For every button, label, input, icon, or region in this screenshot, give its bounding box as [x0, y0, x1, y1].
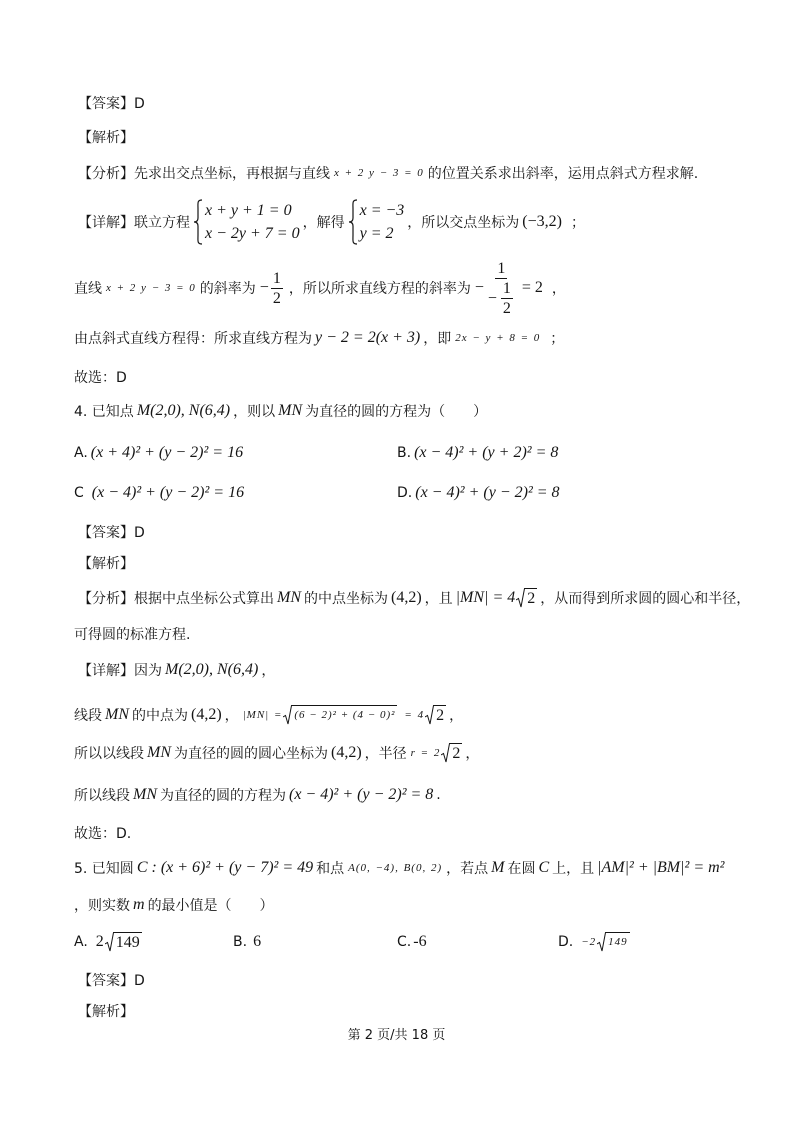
punctuation: ， [261, 663, 276, 679]
points-mn: M(2,0), N(6,4) [136, 402, 231, 419]
q3-pointslope-line [74, 326, 564, 350]
fenxi-text: 的位置关系求出斜率，运用点斜式方程求解. [427, 166, 699, 182]
option-label: C [74, 485, 84, 501]
option-expression: (x − 4)² + (y + 2)² = 8 [414, 444, 559, 461]
answer-label: 【答案】D [78, 96, 145, 112]
q4-jiexi-line [78, 551, 134, 575]
q5-answer-line [78, 968, 145, 992]
punctuation: ， [224, 708, 239, 724]
q4-choice-line [74, 821, 131, 845]
radicand: (6 − 2)² + (4 − 0)² [292, 705, 397, 725]
stem-text: 上，且 [552, 861, 595, 877]
q4-fenxi-line-2 [74, 622, 190, 646]
q3-xiangjie-line [78, 196, 585, 248]
option-label: B. [397, 445, 412, 461]
q5-jiexi-line [78, 999, 134, 1023]
segment-mn: MN [277, 589, 301, 606]
square-root [105, 932, 142, 952]
pointslope-text: ，即 [423, 331, 452, 347]
minus-sign: − [474, 279, 484, 296]
q5-option-a [74, 930, 145, 954]
point-m: M [491, 859, 505, 876]
equation-system [193, 199, 300, 245]
detail-text: 为直径的圆的圆心坐标为 [174, 746, 328, 762]
circle-equation: C : (x + 6)² + (y − 7)² = 49 [136, 859, 314, 876]
q3-fenxi-line [78, 161, 698, 185]
q4-detail-line-4 [74, 783, 441, 807]
line-equation: x + 2 y − 3 = 0 [106, 282, 196, 294]
radicand: 149 [606, 932, 630, 952]
q4-answer-line [78, 520, 145, 544]
radical-sign-icon [105, 932, 114, 952]
option-coefficient: 2 [95, 933, 104, 950]
punctuation: ， [449, 708, 464, 724]
square-root [441, 743, 462, 763]
q5-option-d [558, 930, 633, 954]
option-label: D. [558, 934, 574, 950]
square-root [425, 705, 446, 725]
midpoint: (4,2) [391, 589, 422, 606]
segment-mn: MN [133, 786, 157, 803]
stem-text: 和点 [316, 861, 345, 877]
circle-equation: (x − 4)² + (y − 2)² = 8 [289, 786, 434, 803]
length-mn: |MN| = 4 [455, 589, 516, 606]
intersection-point: (−3,2) [522, 213, 562, 230]
q4-option-a [74, 441, 246, 465]
length-mn: |MN| = [242, 709, 283, 721]
punctuation: ； [550, 331, 565, 347]
solution-row: x = −3 [359, 202, 405, 219]
q4-option-c [74, 481, 247, 505]
detail-text: 因为 [134, 663, 162, 679]
line-equation: x + 2 y − 3 = 0 [334, 167, 424, 179]
slope-text: ，所以所求直线方程的斜率为 [288, 281, 471, 297]
option-value: -6 [413, 933, 427, 950]
stem-text: ，则以 [233, 404, 276, 420]
equation-row: x + y + 1 = 0 [205, 202, 292, 219]
detail-text: 所以以线段 [74, 746, 144, 762]
q4-detail-line-1 [78, 658, 275, 682]
solution-system [348, 199, 405, 245]
xiangjie-text: ，所以交点坐标为 [407, 215, 520, 231]
detail-text: 的中点为 [132, 708, 188, 724]
radicand: 149 [115, 934, 140, 951]
slope-fraction [271, 269, 283, 308]
segment-mn: MN [147, 744, 171, 761]
punctuation: . [436, 787, 441, 803]
detail-text: 线段 [74, 708, 102, 724]
q3-slope-line [74, 261, 566, 315]
square-root [283, 705, 397, 725]
q5-stem-line-2 [74, 893, 274, 917]
option-value: 6 [253, 933, 262, 950]
slope-text: 的斜率为 [199, 281, 256, 297]
option-expression: (x − 4)² + (y − 2)² = 8 [415, 484, 560, 501]
nested-fraction [486, 259, 517, 318]
answer-label: 【答案】D [78, 525, 145, 541]
denominator [486, 279, 517, 318]
detail-text: ，半径 [364, 746, 407, 762]
segment-mn: MN [278, 402, 303, 419]
punctuation: ， [465, 746, 480, 762]
square-root [516, 588, 537, 608]
choice-text: 故选：D [74, 370, 127, 386]
fenxi-text: 可得圆的标准方程. [74, 627, 191, 643]
left-brace-icon [348, 199, 358, 245]
solution-stack [360, 199, 405, 245]
equation-stack [205, 199, 300, 245]
option-label: B. [233, 934, 248, 950]
radical-sign-icon [597, 932, 606, 952]
radicand: 2 [436, 707, 445, 724]
punctuation: ， [551, 281, 566, 297]
q4-option-b [397, 441, 561, 465]
point-slope-equation: y − 2 = 2(x + 3) [315, 329, 421, 346]
q4-option-d [397, 481, 563, 505]
answer-label: 【答案】D [78, 973, 145, 989]
numerator: 1 [497, 259, 506, 277]
stem-text: 在圆 [507, 861, 536, 877]
minus-sign: − [487, 289, 497, 307]
option-coefficient: −2 [581, 936, 597, 948]
option-label: C. [397, 934, 412, 950]
fenxi-text: 先求出交点坐标，再根据与直线 [134, 166, 330, 182]
stem-text: 的最小值是（ ） [147, 898, 274, 914]
option-expression: (x − 4)² + (y − 2)² = 16 [91, 484, 245, 501]
midpoint: (4,2) [191, 706, 222, 723]
equation-row: x − 2y + 7 = 0 [205, 225, 300, 242]
detail-text: 所以线段 [74, 788, 130, 804]
q5-option-c [397, 930, 430, 954]
xiangjie-tag: 【详解】 [78, 663, 134, 679]
q4-detail-line-3 [74, 741, 479, 765]
radicand: 2 [452, 745, 461, 762]
q4-detail-line-2 [74, 701, 463, 729]
option-label: A. [74, 934, 88, 950]
jiexi-label: 【解析】 [78, 1004, 134, 1020]
q3-answer-line [78, 91, 145, 115]
circle-center: (4,2) [331, 744, 362, 761]
fenxi-tag: 【分析】 [78, 166, 134, 182]
pointslope-text: 由点斜式直线方程得：所求直线方程为 [74, 331, 312, 347]
q5-option-b [233, 930, 264, 954]
detail-text: 为直径的圆的方程为 [160, 788, 286, 804]
stem-text: ，若点 [446, 861, 489, 877]
segment-mn: MN [105, 706, 129, 723]
jiexi-label: 【解析】 [78, 130, 134, 146]
slope-text: 直线 [74, 281, 102, 297]
general-equation: 2x − y + 8 = 0 [455, 332, 541, 344]
option-expression: (x + 4)² + (y − 2)² = 16 [90, 444, 244, 461]
variable-m: m [133, 896, 145, 913]
radical-sign-icon [283, 705, 292, 725]
q3-jiexi-line [78, 125, 134, 149]
slope-result: = 2 [521, 279, 543, 296]
option-label: D. [397, 485, 413, 501]
fenxi-text: 的中点坐标为 [304, 591, 388, 607]
jiexi-label: 【解析】 [78, 556, 134, 572]
solution-row: y = 2 [359, 225, 394, 242]
punctuation: ； [570, 215, 585, 231]
numerator: 1 [502, 279, 511, 297]
page-footer: 第 2 页/共 18 页 [347, 1028, 446, 1043]
xiangjie-tag: 【详解】 [78, 215, 134, 231]
denominator: 2 [272, 289, 281, 307]
stem-text: 4. 已知点 [74, 404, 134, 420]
points-mn: M(2,0), N(6,4) [165, 661, 259, 678]
radical-sign-icon [441, 743, 450, 763]
q4-fenxi-line [78, 586, 750, 610]
stem-text: 为直径的圆的方程为（ ） [305, 404, 488, 420]
q4-stem-line [74, 399, 487, 423]
fenxi-tag: 【分析】 [78, 591, 134, 607]
stem-text: 5. 已知圆 [74, 861, 134, 877]
xiangjie-text: ，解得 [302, 215, 345, 231]
length-value: = 4 [404, 709, 425, 721]
fenxi-text: 根据中点坐标公式算出 [134, 591, 274, 607]
points-ab: A(0, −4), B(0, 2) [348, 862, 443, 874]
radicand: 2 [527, 590, 536, 607]
radius-value: r = 2 [410, 747, 441, 759]
circle-c: C [538, 859, 550, 876]
radical-sign-icon [425, 705, 434, 725]
fenxi-text: ，从而得到所求圆的圆心和半径， [540, 591, 751, 607]
option-label: A. [74, 445, 88, 461]
left-brace-icon [193, 199, 203, 245]
distance-condition: |AM|² + |BM|² = m² [597, 859, 725, 876]
q5-stem-line [74, 856, 727, 880]
choice-text: 故选：D. [74, 826, 132, 842]
square-root [597, 932, 630, 952]
denominator: 2 [502, 299, 511, 317]
fenxi-text: ，且 [424, 591, 453, 607]
q3-choice-line [74, 365, 127, 389]
numerator: 1 [272, 269, 281, 287]
minus-sign: − [259, 279, 269, 296]
radical-sign-icon [516, 588, 525, 608]
stem-text: ，则实数 [74, 898, 130, 914]
inner-fraction [501, 279, 513, 318]
xiangjie-text: 联立方程 [134, 215, 190, 231]
